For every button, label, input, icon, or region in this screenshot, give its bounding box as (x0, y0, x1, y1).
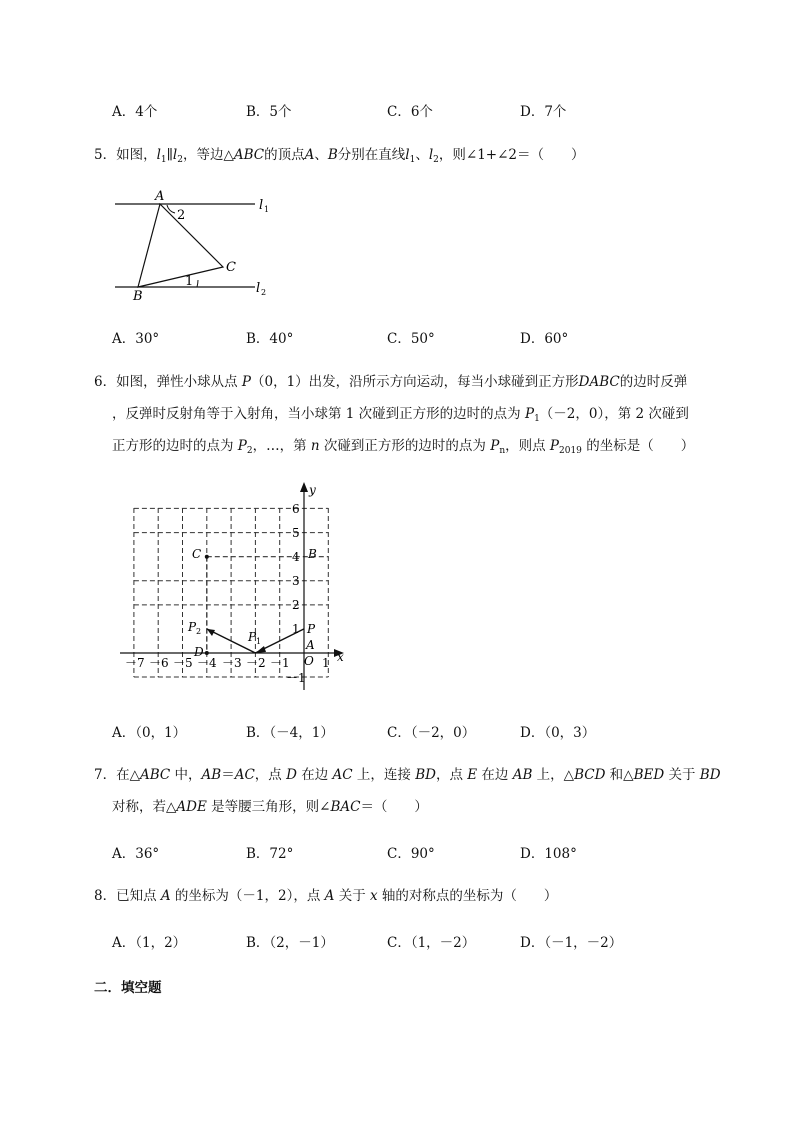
text: ，则点 (505, 438, 550, 454)
angle1-arc (197, 280, 198, 287)
x-tick: －3 (222, 656, 242, 670)
var: P (490, 438, 500, 454)
var: ADE (176, 799, 207, 815)
text: 的边时反弹 (619, 374, 688, 390)
q6-graph (110, 478, 360, 690)
q5-option-b: B．40° (246, 331, 294, 347)
label-b: B (133, 289, 143, 304)
var: D (286, 767, 297, 783)
var: A (160, 888, 171, 904)
q7-option-a: A．36° (112, 846, 160, 862)
x-tick: －1 (270, 656, 290, 670)
var: AB (201, 767, 222, 783)
q6-option-d: D．（0，3） (520, 725, 596, 741)
q7-options (0, 842, 794, 862)
text: 在边 (296, 767, 333, 783)
label-l2: l (256, 281, 261, 296)
label-p: P (307, 622, 316, 636)
label-l2-sub: 2 (261, 288, 267, 297)
text: 上，△ (532, 767, 575, 783)
q8-number: 8． (94, 888, 117, 904)
text: 关于 (334, 888, 370, 904)
var: P (237, 438, 247, 454)
x-tick: 1 (322, 656, 330, 670)
var: BAC (330, 799, 361, 815)
q8-options (0, 931, 794, 951)
text: 已知点 (116, 888, 161, 904)
x-tick: －6 (149, 656, 169, 670)
var: l (428, 147, 434, 163)
text: 、 (314, 147, 328, 163)
y-tick: 6 (292, 502, 300, 516)
var: P (549, 438, 559, 454)
label-l1: l (259, 198, 264, 213)
q6-option-a: A．（0，1） (112, 725, 187, 741)
q5-option-c: C．50° (387, 331, 435, 347)
text: 、 (415, 147, 429, 163)
sub: 1 (534, 414, 540, 424)
label-p2: P (188, 620, 197, 634)
text: ，点 (254, 767, 287, 783)
text: ，点 (435, 767, 468, 783)
q5-figure (105, 185, 285, 305)
y-tick: 2 (292, 598, 300, 612)
y-tick: －1 (286, 671, 306, 685)
var: DABC (578, 374, 620, 390)
var: BD (415, 767, 436, 783)
point-c (205, 555, 209, 559)
q7-option-c: C．90° (387, 846, 435, 862)
arrow-to-p2 (207, 629, 215, 636)
y-tick: 4 (292, 550, 300, 564)
text: 关于 (664, 767, 700, 783)
q5-options (0, 327, 794, 347)
var: E (467, 767, 478, 783)
q6-line2 (112, 404, 689, 424)
var: x (370, 888, 378, 904)
text: 轴的对称点的坐标为（ ） (377, 888, 558, 904)
text: 的坐标是（ ） (581, 438, 695, 454)
text: 如图，弹性小球从点 (116, 374, 242, 390)
x-tick: －4 (197, 656, 217, 670)
sub: 1 (409, 155, 416, 165)
label-b: B (308, 547, 317, 561)
x-tick: －5 (173, 656, 193, 670)
q8-option-d: D．（－1，－2） (520, 935, 623, 951)
x-tick: －7 (125, 656, 145, 670)
label-d: D (194, 645, 204, 659)
label-a: A (155, 189, 165, 204)
text: ＝（ ） (360, 799, 428, 815)
label-p2-sub: 2 (196, 627, 202, 636)
y-axis-label: y (309, 483, 316, 497)
text: ∥ (166, 147, 173, 163)
label-c: C (192, 547, 202, 561)
text: 如图， (116, 147, 157, 163)
q8-question (94, 886, 557, 906)
text: （0，1）出发，沿所示方向运动，每当小球碰到正方形 (250, 374, 579, 390)
q5-number: 5． (94, 147, 117, 163)
var: P (524, 406, 535, 422)
text: 次碰到正方形的边时的点为 (319, 438, 491, 454)
q7-line1 (94, 765, 721, 785)
q5-option-a: A．30° (112, 331, 160, 347)
q7-option-b: B．72° (246, 846, 294, 862)
q4-option-a: A．4个 (112, 104, 158, 120)
text: 上，连接 (352, 767, 416, 783)
var: BD (699, 767, 721, 783)
var: B (327, 147, 338, 163)
q8-option-c: C．（1，－2） (387, 935, 476, 951)
var: BCD (574, 767, 606, 783)
label-l1-sub: 1 (264, 205, 270, 214)
q6-option-c: C．（－2，0） (387, 725, 476, 741)
text: 的顶点 (264, 147, 305, 163)
sub: n (499, 446, 506, 456)
text: 中， (170, 767, 202, 783)
q6-line1 (94, 372, 687, 392)
label-p1-sub: 1 (256, 637, 262, 646)
q7-option-d: D．108° (520, 846, 577, 862)
var: l (156, 147, 161, 163)
var: l (172, 147, 178, 163)
label-angle2: 2 (177, 208, 186, 223)
var: ABC (233, 147, 265, 163)
var: BED (633, 767, 665, 783)
text: 对称，若△ (112, 799, 177, 815)
q6-line3 (112, 436, 694, 456)
y-arrow (300, 482, 308, 492)
label-angle1: 1 (185, 274, 194, 289)
q6-option-b: B．（－4，1） (246, 725, 334, 741)
text: ，则∠1+∠2＝（ ） (438, 147, 585, 163)
text: 正方形的边时的点为 (112, 438, 238, 454)
var: l (405, 147, 410, 163)
q4-option-c: C．6个 (387, 104, 433, 120)
text: ，反弹时反射角等于入射角，当小球第 1 次碰到正方形的边时的点为 (112, 406, 525, 422)
q7-line2 (112, 797, 428, 817)
arrow-to-p1 (255, 646, 266, 653)
text: 在△ (116, 767, 140, 783)
label-c: C (226, 260, 236, 275)
y-tick: 1 (292, 622, 300, 636)
var: P (241, 374, 251, 390)
sub: 1 (160, 155, 167, 165)
y-tick: 5 (292, 526, 300, 540)
var: A (304, 147, 315, 163)
q6-number: 6． (94, 374, 117, 390)
x-tick-labels (125, 656, 330, 670)
text: ，等边△ (182, 147, 234, 163)
var: AC (234, 767, 255, 783)
origin-label: O (304, 654, 314, 668)
q7-number: 7． (94, 767, 117, 783)
q8-option-b: B．（2，－1） (246, 935, 334, 951)
sub: 2019 (559, 446, 582, 456)
label-p1: P (248, 630, 257, 644)
q8-option-a: A．（1，2） (112, 935, 187, 951)
q6-options (0, 721, 794, 741)
text: 的坐标为（－1，2），点 (170, 888, 325, 904)
point-d (205, 651, 209, 655)
x-tick: －2 (246, 656, 266, 670)
text: 是等腰三角形，则∠ (206, 799, 331, 815)
q5-question (94, 145, 585, 165)
text: 和△ (605, 767, 634, 783)
var: A (324, 888, 335, 904)
q4-option-d: D．7个 (520, 104, 567, 120)
text: 在边 (477, 767, 513, 783)
var: AC (332, 767, 353, 783)
q4-option-b: B．5个 (246, 104, 292, 120)
var: n (310, 438, 320, 454)
y-tick: 3 (292, 574, 300, 588)
label-a: A (306, 638, 315, 652)
x-axis-label: x (337, 650, 344, 664)
text: 分别在直线 (337, 147, 406, 163)
sub: 2 (246, 446, 253, 456)
sub: 2 (433, 155, 439, 165)
var: AB (512, 767, 533, 783)
sub: 2 (177, 155, 183, 165)
q4-options (0, 100, 794, 120)
q5-option-d: D．60° (520, 331, 569, 347)
text: （－2，0），第 2 次碰到 (539, 406, 689, 422)
text: ＝ (221, 767, 235, 783)
text: ，…，第 (252, 438, 311, 454)
var: ABC (139, 767, 171, 783)
section-title: 二．填空题 (94, 980, 162, 996)
